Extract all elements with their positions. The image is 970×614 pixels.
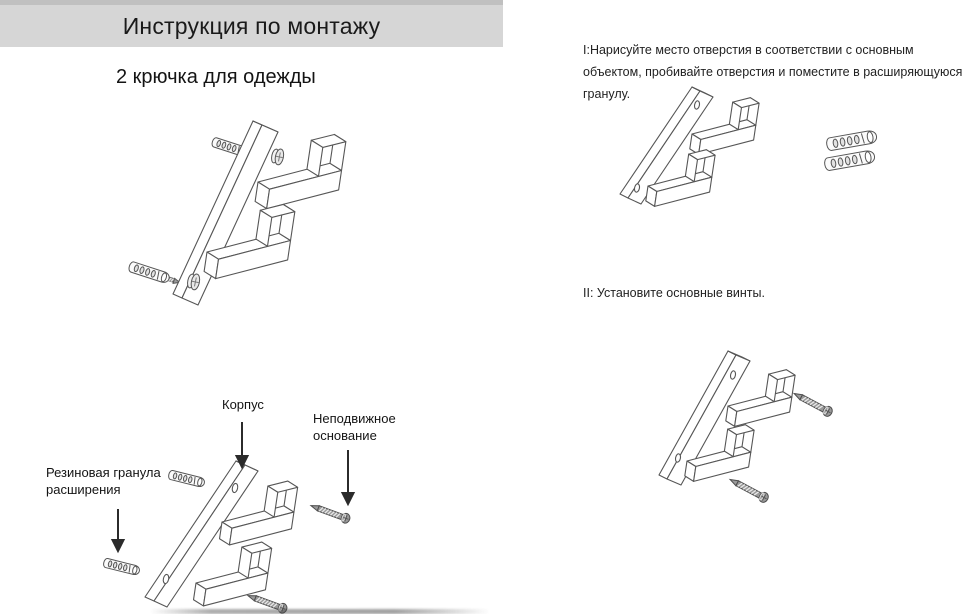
label-rubber-granule: Резиновая гранула расширения — [46, 465, 161, 497]
wall-plug-illustration — [824, 150, 876, 171]
label-fixed-base: Неподвижное основание — [313, 411, 396, 443]
screw-illustration — [792, 389, 834, 418]
step2-diagram — [630, 330, 920, 555]
fixed-base-arrow — [343, 450, 354, 504]
header-bar — [0, 0, 503, 47]
step1-diagram — [600, 85, 940, 270]
rubber-granule-arrow — [113, 509, 124, 551]
step2-text: II: Установите основные винты. — [583, 286, 765, 300]
product-subtitle: 2 крючка для одежды — [116, 66, 316, 88]
wall-plug-illustration — [103, 558, 141, 576]
step1-text: I:Нарисуйте место отверстия в соответствии с основным объектом, пробивайте отверстия и поместите в расширяющуюся гранулу. — [583, 43, 963, 101]
page-title: Инструкция по монтажу — [122, 12, 381, 39]
wall-plug-illustration — [128, 261, 181, 287]
screw-head-illustration — [270, 148, 285, 166]
assembled-diagram — [110, 100, 375, 325]
screw-illustration — [309, 501, 351, 524]
label-korpus: Корпус — [222, 397, 264, 412]
wall-plug-illustration — [826, 130, 878, 151]
hook-illustration — [194, 542, 272, 606]
korpus-arrow — [237, 422, 248, 467]
parts-diagram — [30, 395, 450, 614]
scan-artifact — [150, 609, 490, 614]
screw-illustration — [728, 475, 770, 504]
